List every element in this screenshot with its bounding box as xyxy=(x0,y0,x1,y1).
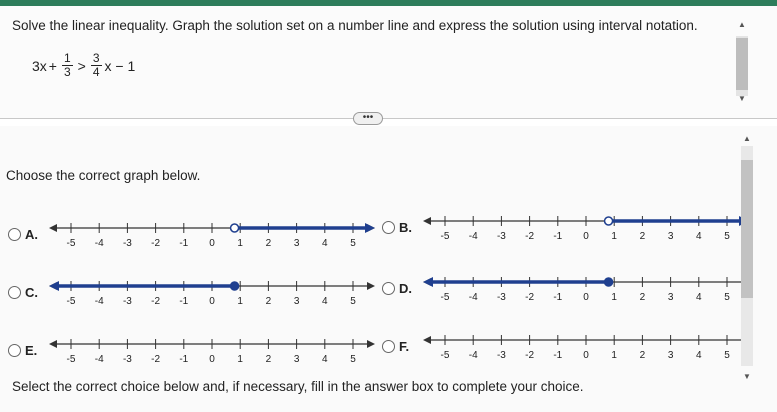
scroll-down-arrow-icon[interactable]: ▼ xyxy=(738,94,746,103)
ray-arrow-icon xyxy=(365,223,375,233)
tick-label: 3 xyxy=(667,292,674,303)
option-letter: E. xyxy=(25,342,38,358)
left-arrow-icon xyxy=(423,336,431,344)
tick-label: -3 xyxy=(496,350,506,361)
tick-label: 3 xyxy=(293,238,300,249)
tick-label: 5 xyxy=(724,231,730,242)
tick-label: 2 xyxy=(265,296,272,307)
tick-label: -3 xyxy=(122,238,132,249)
tick-label: -4 xyxy=(468,350,478,361)
number-line xyxy=(47,272,377,312)
tick-label: 5 xyxy=(724,292,730,303)
number-line xyxy=(47,330,377,370)
tick-label: -3 xyxy=(122,296,132,307)
tick-label: 4 xyxy=(696,292,702,303)
tick-label: 4 xyxy=(696,231,702,242)
tick-label: -2 xyxy=(525,292,535,303)
tick-label: 4 xyxy=(322,354,328,365)
option-letter: F. xyxy=(399,338,410,354)
footer-instruction: Select the correct choice below and, if necessary, fill in the answer box to complete your choice. xyxy=(12,379,584,394)
ray-arrow-icon xyxy=(423,277,433,287)
answer-scrollbar-thumb[interactable] xyxy=(741,160,753,298)
open-endpoint xyxy=(605,217,613,225)
scroll-up-arrow-icon[interactable]: ▲ xyxy=(738,20,746,29)
radio-button[interactable] xyxy=(8,286,21,299)
question-instruction: Solve the linear inequality. Graph the solution set on a number line and express the solution using interval notation. xyxy=(12,18,698,33)
tick-label: -3 xyxy=(122,354,132,365)
tick-label: 2 xyxy=(639,350,646,361)
tick-label: -1 xyxy=(179,296,189,307)
tick-label: 0 xyxy=(583,292,589,303)
open-endpoint xyxy=(231,224,239,232)
left-arrow-icon xyxy=(49,340,57,348)
tick-label: -5 xyxy=(440,350,450,361)
tick-label: -2 xyxy=(525,350,535,361)
tick-label: -5 xyxy=(440,231,450,242)
tick-label: 0 xyxy=(209,354,215,365)
number-line xyxy=(421,326,751,366)
tick-label: 5 xyxy=(350,354,356,365)
tick-label: 5 xyxy=(350,238,356,249)
tick-label: -1 xyxy=(553,231,563,242)
number-line xyxy=(421,268,751,308)
tick-label: -2 xyxy=(525,231,535,242)
relation-sign: > xyxy=(77,57,86,74)
tick-label: 1 xyxy=(611,350,617,361)
radio-button[interactable] xyxy=(382,221,395,234)
right-arrow-icon xyxy=(367,340,375,348)
tick-label: 2 xyxy=(639,292,646,303)
tick-label: -1 xyxy=(179,238,189,249)
answer-prompt: Choose the correct graph below. xyxy=(6,168,201,183)
tick-label: -5 xyxy=(66,354,76,365)
number-line xyxy=(421,207,751,247)
tick-label: 0 xyxy=(583,231,589,242)
question-scrollbar-thumb[interactable] xyxy=(736,38,748,90)
tick-label: -2 xyxy=(151,354,161,365)
tick-label: 0 xyxy=(583,350,589,361)
question-pane xyxy=(0,6,777,118)
inequality xyxy=(32,52,135,79)
number-line xyxy=(47,214,377,254)
left-arrow-icon xyxy=(49,224,57,232)
left-term: 3x xyxy=(32,57,47,74)
tick-label: 1 xyxy=(237,296,243,307)
tick-label: 1 xyxy=(237,238,243,249)
tick-label: 4 xyxy=(322,238,328,249)
answer-option[interactable] xyxy=(382,326,751,366)
tick-label: 5 xyxy=(724,350,730,361)
tick-label: 2 xyxy=(639,231,646,242)
radio-button[interactable] xyxy=(8,344,21,357)
answer-option[interactable] xyxy=(8,272,377,312)
option-letter: A. xyxy=(25,226,38,242)
fraction-denominator: 3 xyxy=(63,65,71,79)
answer-option[interactable] xyxy=(382,207,751,247)
tick-label: -5 xyxy=(66,296,76,307)
tick-label: 1 xyxy=(237,354,243,365)
tick-label: -5 xyxy=(440,292,450,303)
pane-divider xyxy=(0,118,777,119)
fraction-denominator: 4 xyxy=(92,65,100,79)
option-letter: D. xyxy=(399,280,412,296)
more-button[interactable]: ••• xyxy=(353,112,383,125)
tick-label: -1 xyxy=(179,354,189,365)
right-arrow-icon xyxy=(367,282,375,290)
closed-endpoint xyxy=(231,282,239,290)
scroll-up-arrow-icon[interactable]: ▲ xyxy=(743,134,751,143)
option-letter: C. xyxy=(25,284,38,300)
radio-button[interactable] xyxy=(382,340,395,353)
tick-label: 1 xyxy=(611,231,617,242)
tick-label: 4 xyxy=(696,350,702,361)
tick-label: 2 xyxy=(265,238,272,249)
radio-button[interactable] xyxy=(382,282,395,295)
tick-label: -3 xyxy=(496,292,506,303)
tick-label: 3 xyxy=(667,350,674,361)
tick-label: -3 xyxy=(496,231,506,242)
left-arrow-icon xyxy=(423,217,431,225)
radio-button[interactable] xyxy=(8,228,21,241)
tick-label: -1 xyxy=(553,292,563,303)
option-letter: B. xyxy=(399,219,412,235)
tick-label: -1 xyxy=(553,350,563,361)
tick-label: -4 xyxy=(94,296,104,307)
tick-label: -4 xyxy=(468,292,478,303)
tick-label: -4 xyxy=(94,238,104,249)
tick-label: -2 xyxy=(151,296,161,307)
answer-option[interactable] xyxy=(382,268,751,308)
tick-label: 5 xyxy=(350,296,356,307)
right-tail: x − 1 xyxy=(104,57,136,74)
fraction-one-third xyxy=(62,52,73,79)
answer-option[interactable] xyxy=(8,214,377,254)
tick-label: 3 xyxy=(293,296,300,307)
tick-label: 1 xyxy=(611,292,617,303)
tick-label: -4 xyxy=(94,354,104,365)
answer-option[interactable] xyxy=(8,330,377,370)
tick-label: 0 xyxy=(209,238,215,249)
fraction-three-fourths xyxy=(91,52,102,79)
plus-sign: + xyxy=(48,57,57,74)
fraction-numerator: 1 xyxy=(63,51,71,65)
tick-label: 3 xyxy=(667,231,674,242)
tick-label: 2 xyxy=(265,354,272,365)
closed-endpoint xyxy=(605,278,613,286)
scroll-down-arrow-icon[interactable]: ▼ xyxy=(743,372,751,381)
tick-label: 0 xyxy=(209,296,215,307)
tick-label: -5 xyxy=(66,238,76,249)
fraction-numerator: 3 xyxy=(92,51,100,65)
tick-label: 4 xyxy=(322,296,328,307)
tick-label: 3 xyxy=(293,354,300,365)
ray-arrow-icon xyxy=(49,281,59,291)
tick-label: -4 xyxy=(468,231,478,242)
tick-label: -2 xyxy=(151,238,161,249)
